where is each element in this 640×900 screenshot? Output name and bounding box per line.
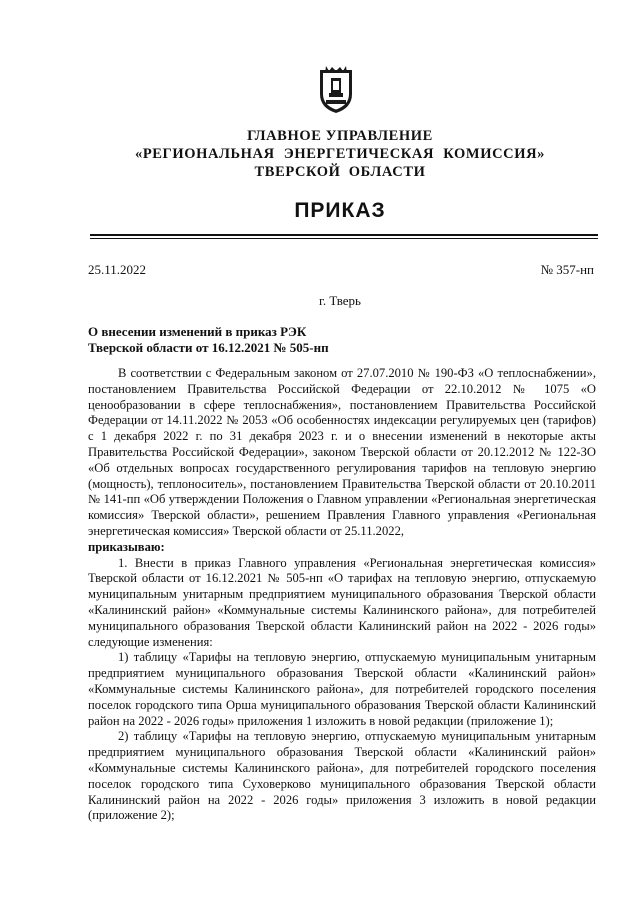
subject-line-1: О внесении изменений в приказ РЭК: [88, 324, 307, 339]
subject-line-2: Тверской области от 16.12.2021 № 505-нп: [88, 340, 329, 355]
document-body: [88, 366, 596, 824]
header-divider-thin: [90, 238, 598, 239]
sub-item-2-paragraph: 2) таблицу «Тарифы на тепловую энергию, отпускаемую муниципальным унитарным предприятием муниципального образования Тверской области «Калининский район» «Коммунальные системы Калининского района», для потребителей городского поселения поселок городского типа Суховерково муниципального образования Тверской области Калининский район на 2022 - 2026 годы» приложения 3 изложить в новой редакции (приложение 2);: [88, 729, 596, 823]
document-subject: [88, 324, 388, 356]
document-number: № 357-нп: [540, 262, 594, 277]
organization-name-line-1: ГЛАВНОЕ УПРАВЛЕНИЕ: [247, 128, 433, 144]
item-1-paragraph: 1. Внести в приказ Главного управления «Региональная энергетическая комиссия» Тверской области от 16.12.2021 № 505-нп «О тарифах на тепловую энергию, отпускаемую муниципальным унитарным предприятием муниципального образования Тверской области «Калининский район» «Коммунальные системы Калининского района», для потребителей муниципального образования Тверской области Калининский район на 2022 - 2026 годы» следующие изменения:: [88, 555, 596, 649]
header-divider-thick: [90, 234, 598, 236]
sub-item-1-paragraph: 1) таблицу «Тарифы на тепловую энергию, отпускаемую муниципальным унитарным предприятием муниципального образования Тверской области «Калининский район» «Коммунальные системы Калининского района», для потребителей городского поселения поселок городского типа Орша муниципального образования Тверской области Калининский район на 2022 - 2026 годы» приложения 1 изложить в новой редакции (приложение 1);: [88, 650, 596, 728]
document-city: г. Тверь: [319, 293, 361, 308]
organization-name-line-2: «РЕГИОНАЛЬНАЯ ЭНЕРГЕТИЧЕСКАЯ КОМИССИЯ»: [134, 146, 546, 162]
coat-of-arms-emblem: [318, 64, 354, 114]
preamble-paragraph: В соответствии с Федеральным законом от 27.07.2010 № 190-ФЗ «О теплоснабжении», постановлением Правительства Российской Федерации от 22.10.2012 № 1075 «О ценообразовании в сфере теплоснабжения», постановлением Правительства Российской Федерации от 14.11.2022 № 2053 «Об особенностях индексации регулируемых цен (тарифов) с 1 декабря 2022 г. по 31 декабря 2023 г. и о внесении изменений в некоторые акты Правительства Российской Федерации», законом Тверской области от 20.12.2012 № 122-ЗО «Об отдельных вопросах государственного регулирования тарифов на тепловую энергию (мощность), теплоноситель», постановлением Правительства Тверской области от 20.10.2011 № 141-пп «Об утверждении Положения о Главном управлении «Региональная энергетическая комиссия» Тверской области», решением Правления Главного управления «Региональная энергетическая комиссия» Тверской области от 25.11.2022,: [88, 366, 596, 538]
order-word: приказываю:: [88, 539, 165, 554]
organization-name-line-3: ТВЕРСКОЙ ОБЛАСТИ: [254, 164, 426, 180]
document-type-title: ПРИКАЗ: [294, 199, 386, 222]
document-date: 25.11.2022: [88, 262, 147, 277]
